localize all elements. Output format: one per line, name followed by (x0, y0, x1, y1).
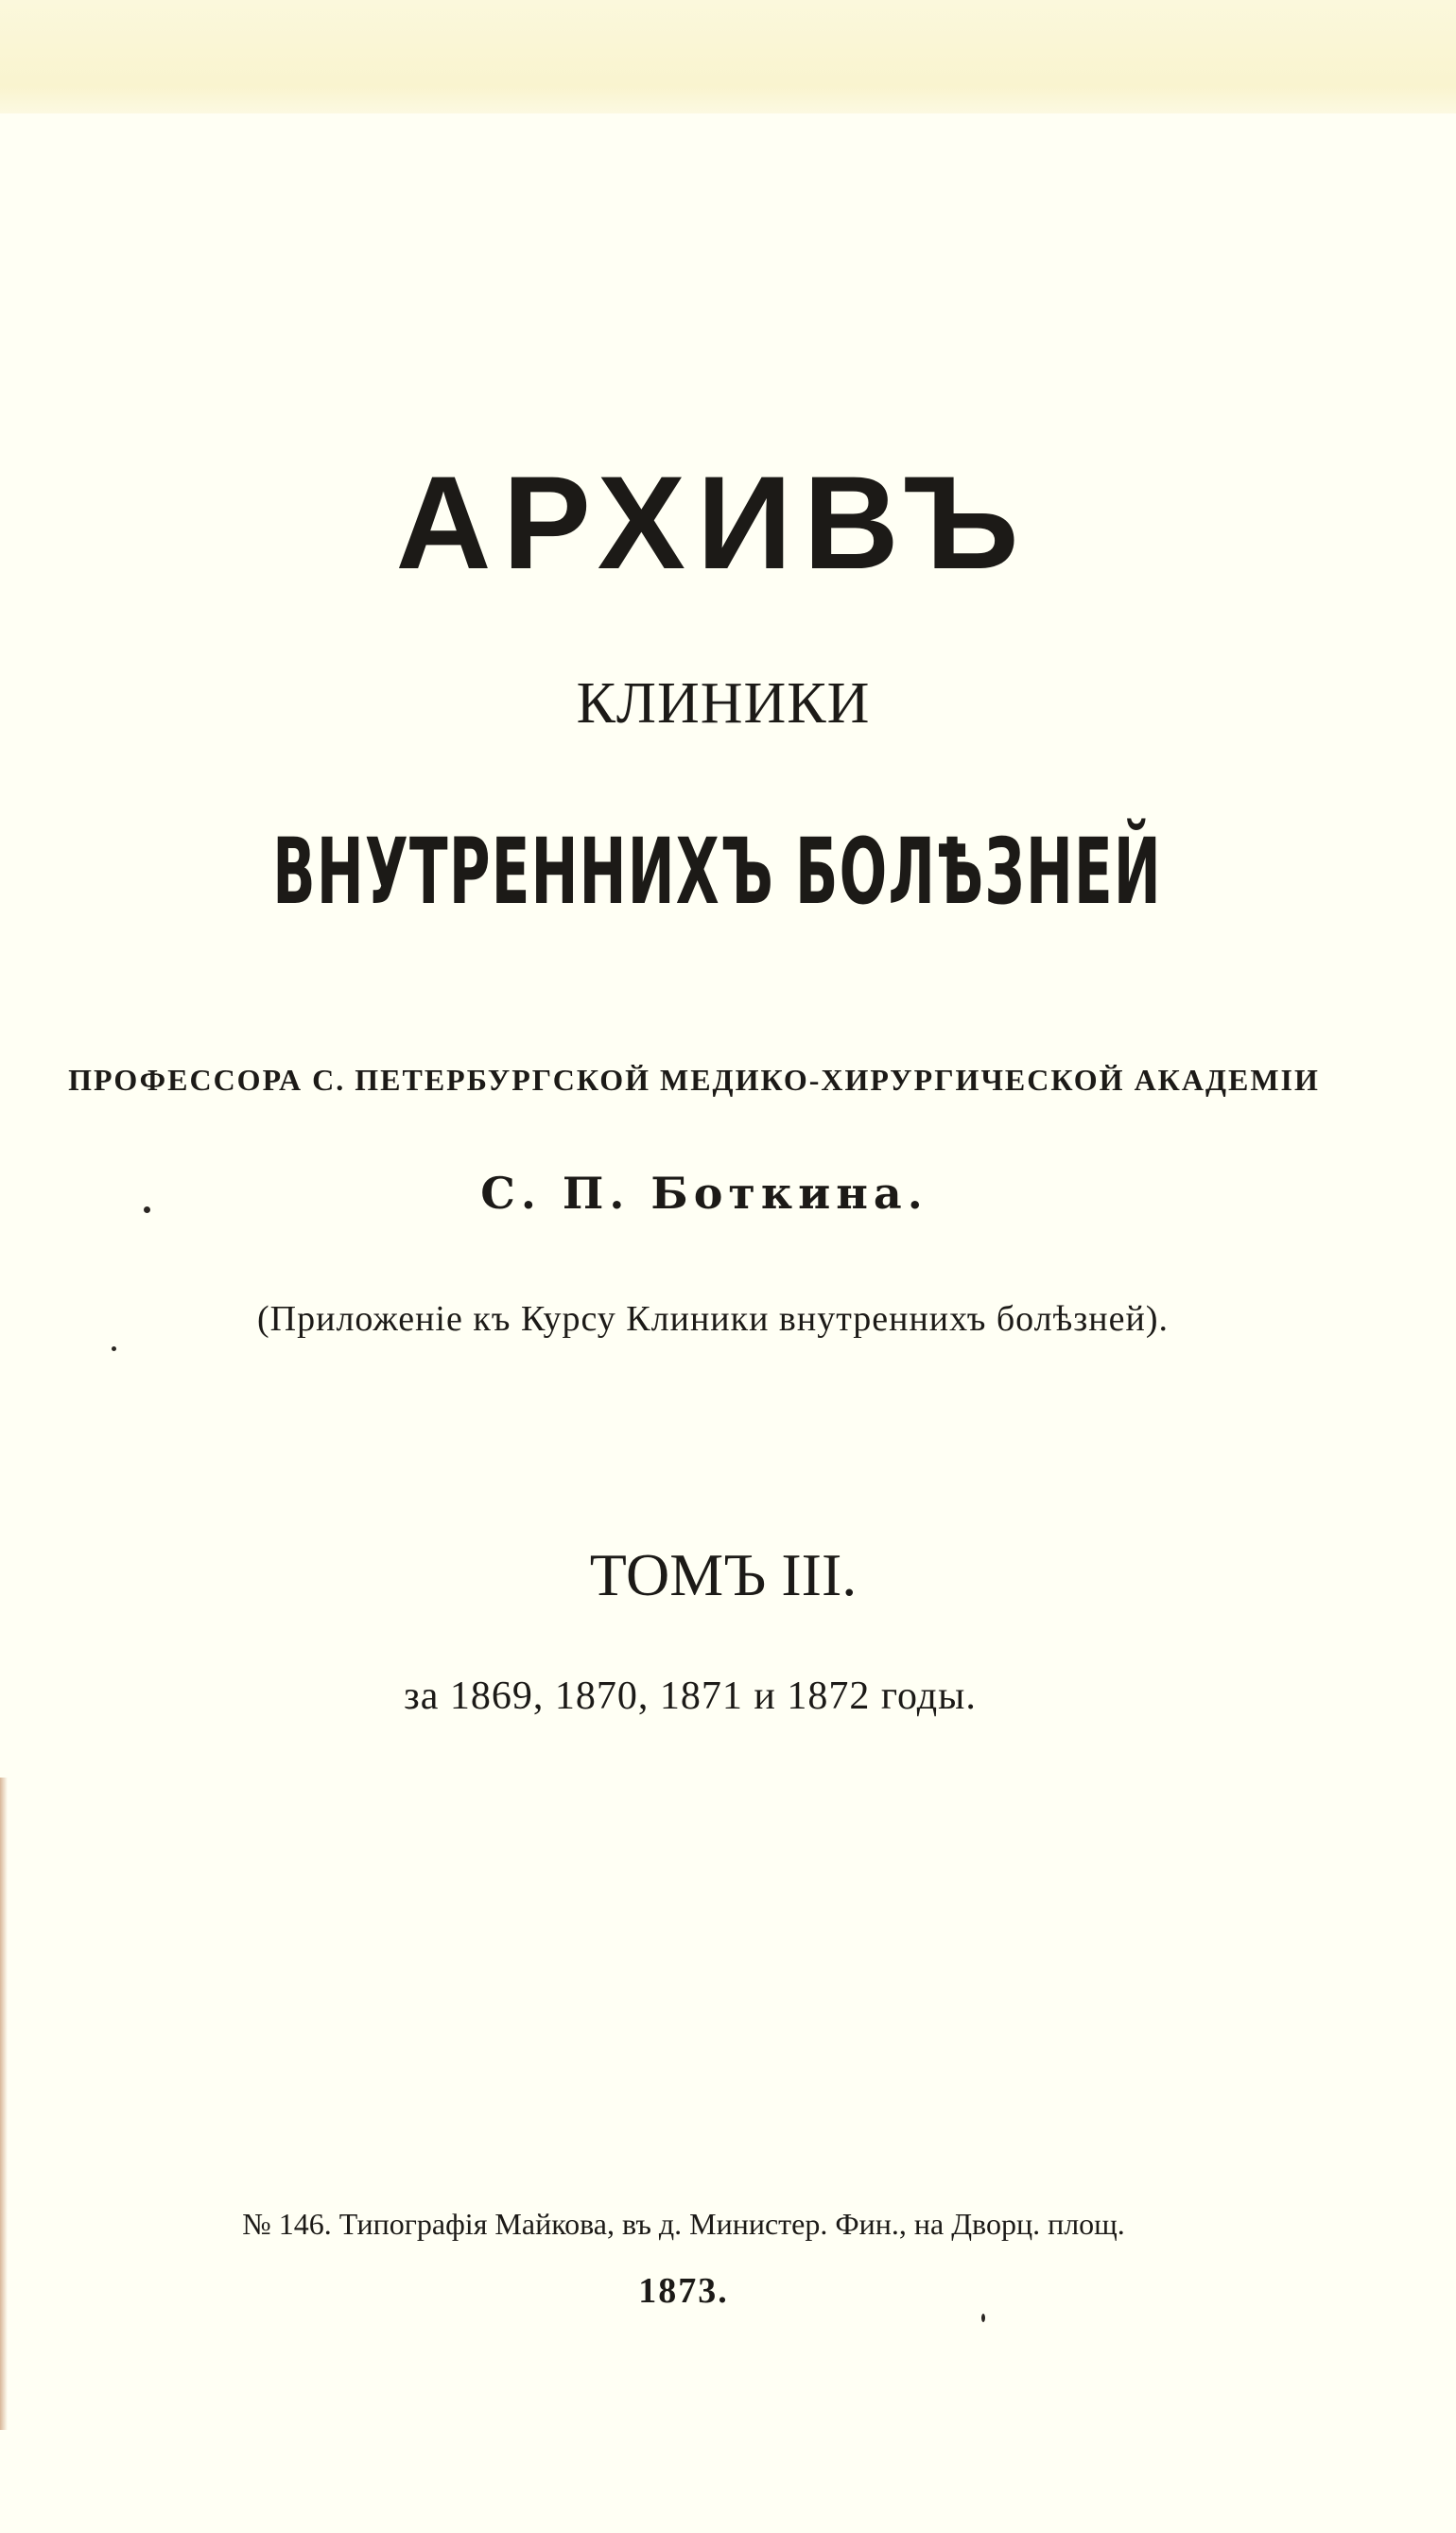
author-name: С. П. Боткина. (480, 1168, 928, 1219)
title-subtitle: КЛИНИКИ (576, 671, 871, 736)
printer-imprint: № 146. Типографія Майкова, въ д. Министер. Фин., на Дворц. площ. (242, 2207, 1125, 2241)
years-line: за 1869, 1870, 1871 и 1872 годы. (404, 1674, 977, 1718)
title-subject: ВНУТРЕННИХЪ БОЛѢЗНЕЙ (272, 819, 1162, 925)
ink-speck (981, 2314, 985, 2322)
title-heading: АРХИВЪ (395, 448, 1031, 597)
professor-line: ПРОФЕССОРА С. ПЕТЕРБУРГСКОЙ МЕДИКО-ХИРУРГИЧЕСКОЙ АКАДЕМІИ (68, 1063, 1320, 1097)
scan-top-edge (0, 0, 1456, 123)
binding-edge-stain (0, 1778, 8, 2430)
imprint-year: 1873. (638, 2271, 729, 2311)
appendix-note: (Приложеніе къ Курсу Клиники внутреннихъ болѣзней). (257, 1299, 1169, 1339)
ink-speck (112, 1346, 116, 1351)
volume-label: ТОМЪ III. (589, 1541, 858, 1608)
